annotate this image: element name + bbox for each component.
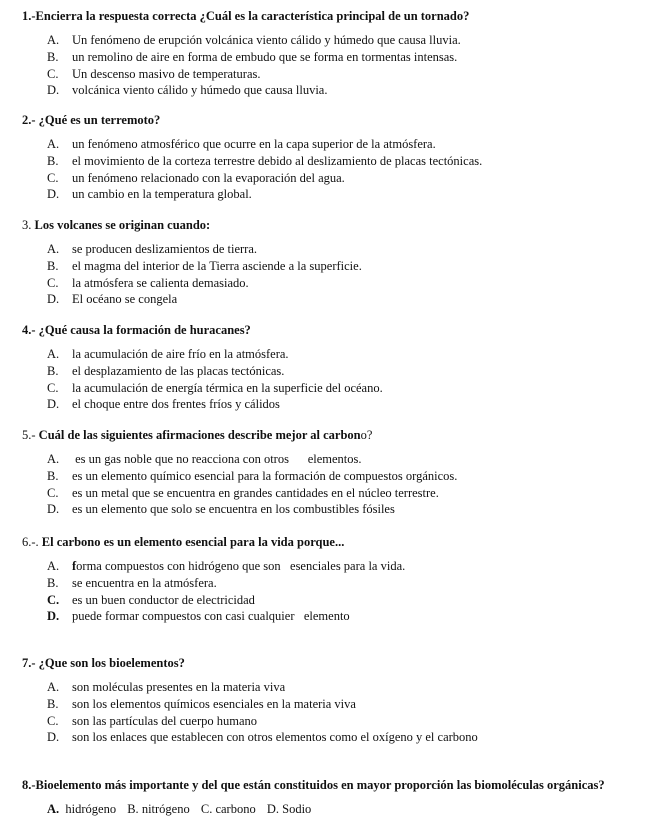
option-a[interactable]: A. un fenómeno atmosférico que ocurre en la capa superior de la atmósfera. <box>47 137 436 151</box>
option-c[interactable]: C. es un buen conductor de electricidad <box>47 592 255 607</box>
option-d[interactable]: D. son los enlaces que establecen con otros elementos como el oxígeno y el carbono <box>47 730 478 745</box>
question-title: 6.-. El carbono es un elemento esencial para la vida porque... <box>22 535 345 549</box>
option-c[interactable]: C. son las partículas del cuerpo humano <box>47 713 258 728</box>
option-c[interactable]: C. un fenómeno relacionado con la evaporación del agua. <box>47 170 345 185</box>
option-b[interactable]: B. el movimiento de la corteza terrestre debido al deslizamiento de placas tectónicas. <box>47 153 483 168</box>
option-b[interactable]: B. el magma del interior de la Tierra asciende a la superficie. <box>47 258 362 273</box>
question-2 <box>22 112 662 203</box>
option-b[interactable]: B. el desplazamiento de las placas tectónicas. <box>47 363 285 378</box>
option-a[interactable]: A. es un gas noble que no reacciona con otros elementos. <box>47 452 362 466</box>
option-d[interactable]: D. Sodio <box>266 802 312 816</box>
question-3 <box>22 217 662 308</box>
option-c[interactable]: C. carbono <box>200 802 256 816</box>
option-c[interactable]: C. la atmósfera se calienta demasiado. <box>47 275 249 290</box>
inline-options <box>22 801 662 818</box>
option-c[interactable]: C. Un descenso masivo de temperaturas. <box>47 66 261 81</box>
option-d[interactable]: D. el choque entre dos frentes fríos y cálidos <box>47 397 280 412</box>
option-c[interactable]: C. es un metal que se encuentra en grandes cantidades en el núcleo terrestre. <box>47 485 439 500</box>
question-title: 8.-Bioelemento más importante y del que están constituidos en mayor proporción las biomoléculas orgánicas? <box>22 778 605 792</box>
question-title: 1.-Encierra la respuesta correcta ¿Cuál es la característica principal de un tornado? <box>22 9 470 23</box>
question-4 <box>22 322 662 413</box>
option-a[interactable]: A. Un fenómeno de erupción volcánica viento cálido y húmedo que causa lluvia. <box>47 33 461 47</box>
question-title: 7.- ¿Que son los bioelementos? <box>22 656 185 670</box>
question-title: 4.- ¿Qué causa la formación de huracanes? <box>22 323 251 337</box>
option-b[interactable]: B. se encuentra en la atmósfera. <box>47 575 217 590</box>
option-d[interactable]: D. un cambio en la temperatura global. <box>47 187 252 202</box>
option-a[interactable]: A. forma compuestos con hidrógeno que son esenciales para la vida. <box>47 559 406 573</box>
question-title: 3. Los volcanes se originan cuando: <box>22 218 211 232</box>
option-b[interactable]: B. nitrógeno <box>127 802 190 816</box>
option-d[interactable]: D. El océano se congela <box>47 292 178 307</box>
question-7 <box>22 655 662 746</box>
option-a[interactable]: A. hidrógeno <box>47 802 117 816</box>
option-d[interactable]: D. es un elemento que solo se encuentra en los combustibles fósiles <box>47 502 395 517</box>
question-8 <box>22 777 662 818</box>
option-a[interactable]: A. son moléculas presentes en la materia viva <box>47 680 286 694</box>
question-title: 5.- Cuál de las siguientes afirmaciones describe mejor al carbono? <box>22 428 373 442</box>
option-d[interactable]: D. volcánica viento cálido y húmedo que causa lluvia. <box>47 83 328 98</box>
question-title: 2.- ¿Qué es un terremoto? <box>22 113 161 127</box>
option-a[interactable]: A. la acumulación de aire frío en la atmósfera. <box>47 347 289 361</box>
question-1 <box>22 8 662 99</box>
option-d[interactable]: D. puede formar compuestos con casi cualquier elemento <box>47 609 350 624</box>
question-5 <box>22 427 662 518</box>
option-b[interactable]: B. es un elemento químico esencial para la formación de compuestos orgánicos. <box>47 468 458 483</box>
option-c[interactable]: C. la acumulación de energía térmica en la superficie del océano. <box>47 380 383 395</box>
option-b[interactable]: B. un remolino de aire en forma de embudo que se forma en tormentas intensas. <box>47 49 458 64</box>
option-b[interactable]: B. son los elementos químicos esenciales en la materia viva <box>47 696 356 711</box>
question-6 <box>22 534 662 625</box>
option-a[interactable]: A. se producen deslizamientos de tierra. <box>47 242 257 256</box>
